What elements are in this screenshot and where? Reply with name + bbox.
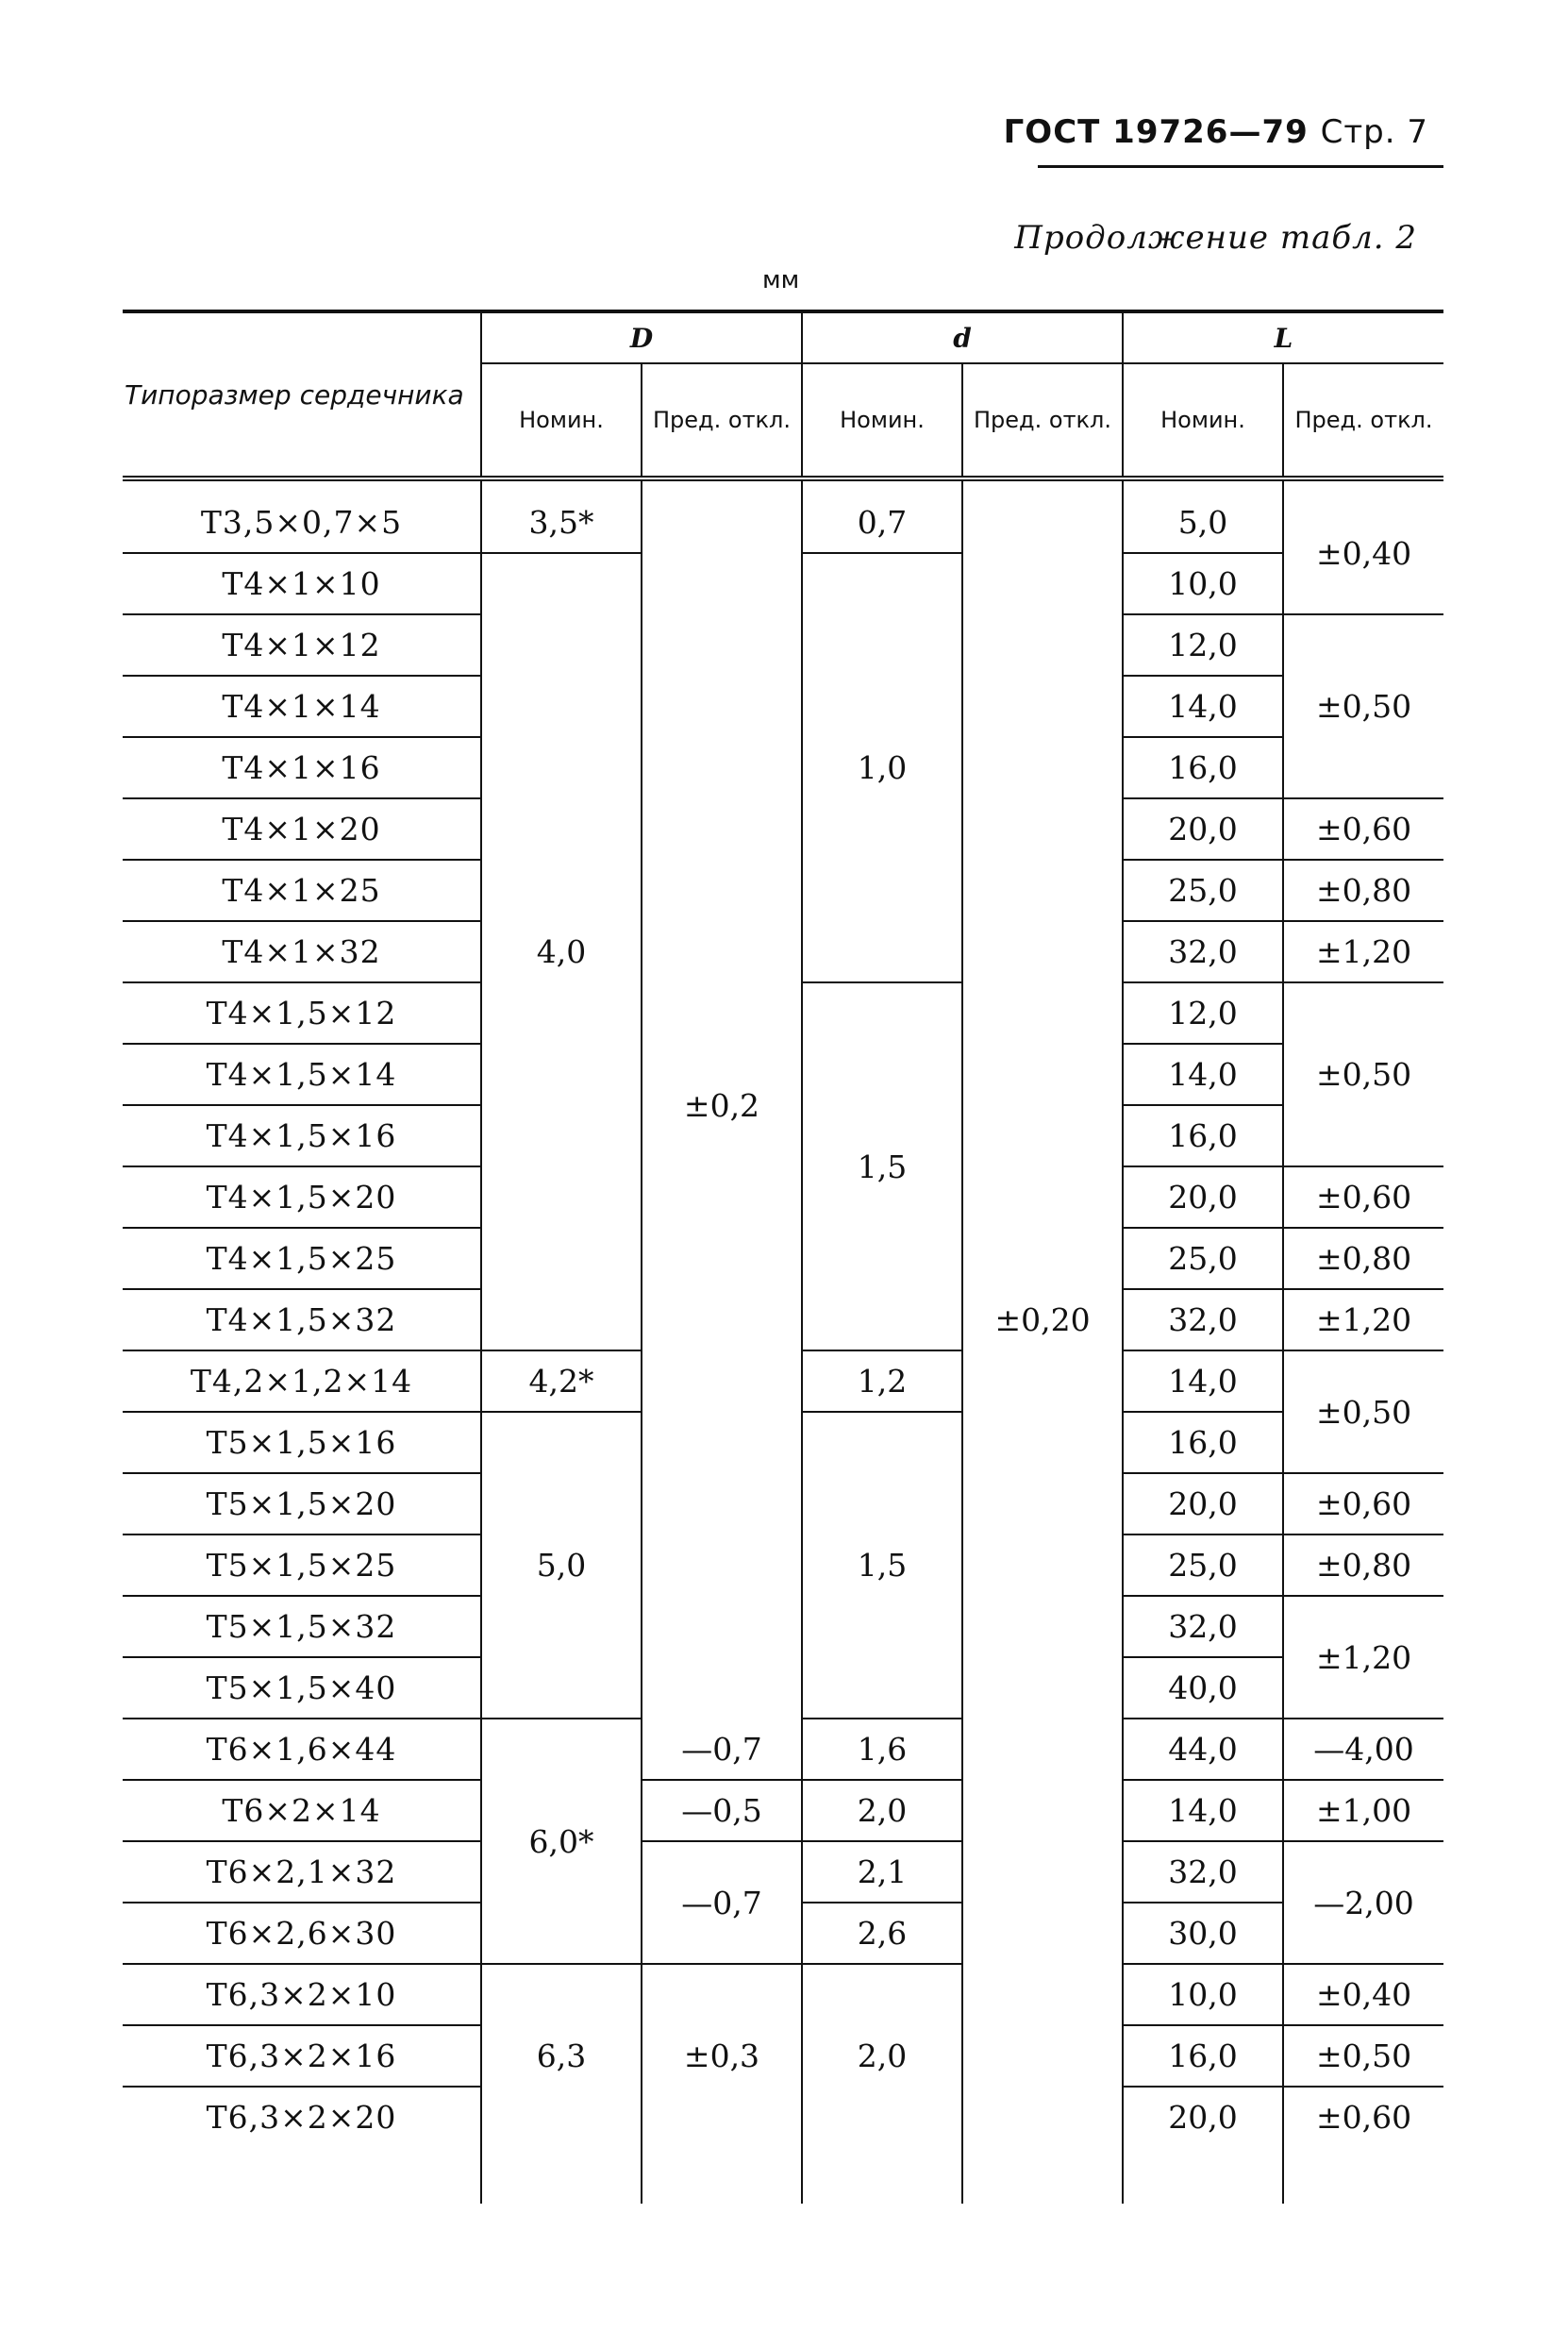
L-nom-cell: 16,0 — [1123, 1412, 1283, 1473]
size-cell: Т4×1×32 — [123, 921, 481, 982]
units-label: мм — [762, 266, 800, 294]
D-nom-cell: 5,0 — [481, 1412, 642, 1719]
L-nom-cell: 12,0 — [1123, 982, 1283, 1044]
L-nom-cell: 5,0 — [1123, 493, 1283, 553]
L-nom-cell: 25,0 — [1123, 860, 1283, 921]
d-nom-cell: 1,5 — [802, 982, 962, 1350]
size-cell: Т6,3×2×16 — [123, 2025, 481, 2087]
d-nom-cell: 2,6 — [802, 1903, 962, 1964]
D-nom-header: Номин. — [481, 363, 642, 478]
core-dimensions-table — [123, 310, 1443, 2204]
L-dev-cell: ±0,60 — [1283, 798, 1443, 860]
L-nom-cell: 32,0 — [1123, 1596, 1283, 1657]
L-dev-cell: —4,00 — [1283, 1719, 1443, 1780]
L-dev-cell: ±0,60 — [1283, 1473, 1443, 1534]
D-nom-cell: 3,5* — [481, 493, 642, 553]
group-L-header: L — [1123, 311, 1443, 363]
D-dev-cell: ±0,3 — [642, 1964, 802, 2147]
L-nom-cell: 16,0 — [1123, 2025, 1283, 2087]
table-row — [123, 1841, 1443, 1903]
group-d-header: d — [802, 311, 1123, 363]
d-dev-cell: ±0,20 — [962, 493, 1123, 2147]
L-nom-cell: 25,0 — [1123, 1228, 1283, 1289]
size-cell: Т6×2×14 — [123, 1780, 481, 1841]
D-nom-cell: 6,3 — [481, 1964, 642, 2147]
L-dev-cell: ±0,60 — [1283, 2087, 1443, 2147]
table-row — [123, 1964, 1443, 2025]
L-dev-cell: ±1,00 — [1283, 1780, 1443, 1841]
L-nom-cell: 25,0 — [1123, 1534, 1283, 1596]
L-nom-header: Номин. — [1123, 363, 1283, 478]
L-dev-cell: ±0,50 — [1283, 2025, 1443, 2087]
size-cell: Т4×1,5×25 — [123, 1228, 481, 1289]
d-nom-header: Номин. — [802, 363, 962, 478]
d-nom-cell: 1,0 — [802, 553, 962, 982]
d-nom-cell: 1,6 — [802, 1719, 962, 1780]
L-dev-cell: ±0,80 — [1283, 860, 1443, 921]
size-cell: Т4,2×1,2×14 — [123, 1350, 481, 1412]
L-dev-cell: ±0,50 — [1283, 614, 1443, 798]
L-dev-cell: ±1,20 — [1283, 921, 1443, 982]
L-dev-cell: ±1,20 — [1283, 1289, 1443, 1350]
size-cell: Т5×1,5×32 — [123, 1596, 481, 1657]
L-nom-cell: 32,0 — [1123, 1841, 1283, 1903]
d-nom-cell: 2,0 — [802, 1780, 962, 1841]
L-nom-cell: 10,0 — [1123, 1964, 1283, 2025]
L-dev-cell: ±0,60 — [1283, 1166, 1443, 1228]
page-number: Стр. 7 — [1320, 113, 1428, 151]
L-dev-cell: ±0,40 — [1283, 493, 1443, 614]
D-dev-cell: —0,5 — [642, 1780, 802, 1841]
L-dev-cell: ±0,50 — [1283, 1350, 1443, 1473]
size-cell: Т4×1×20 — [123, 798, 481, 860]
d-nom-cell: 0,7 — [802, 493, 962, 553]
L-nom-cell: 32,0 — [1123, 921, 1283, 982]
D-nom-cell: 4,0 — [481, 553, 642, 1350]
d-nom-cell: 2,1 — [802, 1841, 962, 1903]
size-cell: Т4×1,5×16 — [123, 1105, 481, 1166]
size-cell: Т6×1,6×44 — [123, 1719, 481, 1780]
size-cell: Т4×1×12 — [123, 614, 481, 676]
size-cell: Т4×1×10 — [123, 553, 481, 614]
size-cell: Т4×1,5×14 — [123, 1044, 481, 1105]
L-nom-cell: 40,0 — [1123, 1657, 1283, 1719]
d-nom-cell: 1,2 — [802, 1350, 962, 1412]
D-nom-cell: 6,0* — [481, 1719, 642, 1964]
standard-number: ГОСТ 19726—79 — [1003, 113, 1309, 151]
size-cell: Т6,3×2×20 — [206, 2099, 397, 2136]
L-nom-cell: 32,0 — [1123, 1289, 1283, 1350]
L-dev-cell: ±0,80 — [1283, 1228, 1443, 1289]
table-row — [123, 1780, 1443, 1841]
size-cell: Т5×1,5×20 — [123, 1473, 481, 1534]
size-cell: Т5×1,5×16 — [123, 1412, 481, 1473]
L-nom-cell: 14,0 — [1123, 1780, 1283, 1841]
size-cell: Т4×1,5×12 — [123, 982, 481, 1044]
group-D-header: D — [481, 311, 802, 363]
D-nom-cell: 4,2* — [481, 1350, 642, 1412]
D-dev-cell: —0,7 — [642, 1841, 802, 1964]
d-dev-header: Пред. откл. — [962, 363, 1123, 478]
L-nom-cell: 20,0 — [1123, 798, 1283, 860]
L-dev-header: Пред. откл. — [1283, 363, 1443, 478]
size-cell: Т5×1,5×25 — [123, 1534, 481, 1596]
size-cell: Т5×1,5×40 — [123, 1657, 481, 1719]
L-dev-cell: ±1,20 — [1283, 1596, 1443, 1719]
table-row — [123, 493, 1443, 553]
table-row — [123, 1719, 1443, 1780]
header-divider — [1038, 165, 1443, 168]
L-nom-cell: 20,0 — [1123, 1473, 1283, 1534]
size-cell: Т3,5×0,7×5 — [123, 493, 481, 553]
size-column-header: Типоразмер сердечника — [123, 311, 481, 478]
L-dev-cell: ±0,50 — [1283, 982, 1443, 1166]
L-nom-cell: 20,0 — [1123, 1166, 1283, 1228]
L-dev-cell: ±0,80 — [1283, 1534, 1443, 1596]
L-nom-cell: 44,0 — [1123, 1719, 1283, 1780]
size-cell: Т6×2,1×32 — [123, 1841, 481, 1903]
L-dev-cell: —2,00 — [1283, 1841, 1443, 1964]
d-nom-cell: 2,0 — [802, 1964, 962, 2147]
L-nom-cell: 20,0 — [1123, 2087, 1283, 2147]
L-nom-cell: 16,0 — [1123, 1105, 1283, 1166]
size-cell: Т4×1×16 — [123, 737, 481, 798]
table-continuation-caption: Продолжение табл. 2 — [1014, 219, 1417, 257]
L-nom-cell: 16,0 — [1123, 737, 1283, 798]
D-dev-cell: —0,7 — [642, 1719, 802, 1780]
page-header — [1004, 113, 1428, 151]
D-dev-cell: ±0,2 — [642, 493, 802, 1719]
standard-title — [1004, 113, 1428, 151]
size-cell: Т6,3×2×10 — [123, 1964, 481, 2025]
L-nom-cell: 12,0 — [1123, 614, 1283, 676]
size-cell: Т4×1,5×32 — [123, 1289, 481, 1350]
L-dev-cell: ±0,40 — [1283, 1964, 1443, 2025]
L-nom-cell: 14,0 — [1123, 676, 1283, 737]
D-dev-header: Пред. откл. — [642, 363, 802, 478]
size-cell: Т6×2,6×30 — [123, 1903, 481, 1964]
L-nom-cell: 14,0 — [1123, 1044, 1283, 1105]
size-cell: Т4×1×14 — [123, 676, 481, 737]
size-cell: Т4×1×25 — [123, 860, 481, 921]
L-nom-cell: 10,0 — [1123, 553, 1283, 614]
size-cell: Т4×1,5×20 — [123, 1166, 481, 1228]
L-nom-cell: 30,0 — [1123, 1903, 1283, 1964]
L-nom-cell: 14,0 — [1123, 1350, 1283, 1412]
d-nom-cell: 1,5 — [802, 1412, 962, 1719]
